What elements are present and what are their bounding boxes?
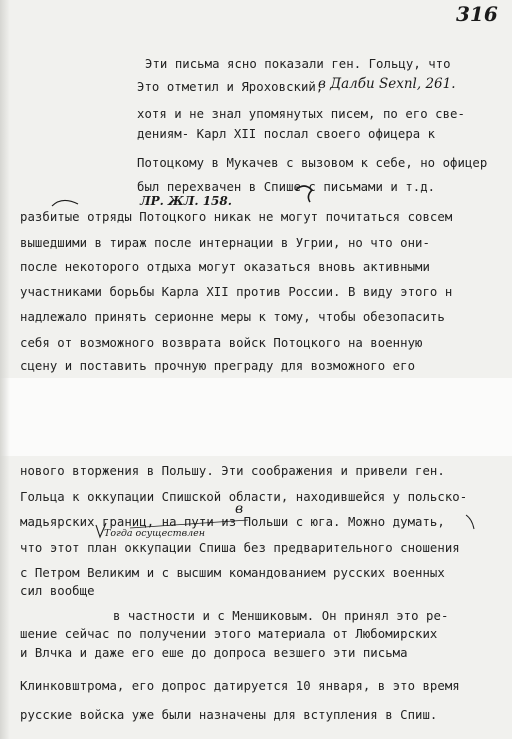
text-line-16: мадьярских границ, на пути из Польши с юга. Можно думать, (20, 515, 445, 529)
text-line-15: Гольца к оккупации Спишской области, находившейся у польско- (20, 490, 468, 504)
text-line-23: Клинковштрома, его допрос датируется 10 января, в это время (20, 679, 460, 693)
text-line-5: Потоцкому в Мукачев с вызовом к себе, но офицер (137, 156, 488, 170)
text-line-17: что этот план оккупации Спиша без предварительного сношения (20, 541, 460, 555)
text-line-18: с Петром Великим и с высшим командованием русских военных (20, 566, 445, 580)
handwritten-sheet-reference: ЛР. ЖЛ. 158. (140, 194, 232, 208)
text-line-11: надлежало принять серионне меры к тому, чтобы обезопасить (20, 310, 445, 324)
text-line-3: хотя и не знал упомянутых писем, по его све- (137, 107, 465, 121)
text-line-22: и Влчка и даже его еше до допроса везшего эти письма (20, 646, 408, 660)
text-line-13: сцену и поставить прочную преграду для возможного его (20, 359, 416, 373)
handwritten-reference: в Далби Sexnl, 261. (318, 76, 456, 92)
text-line-10: участниками борьбы Карла XII против России. В виду этого н (20, 285, 453, 299)
comma-stroke (466, 515, 474, 529)
insertion-caret (96, 523, 106, 537)
text-line-21: шение сейчас по получении этого материала от Любомирских (20, 627, 438, 641)
text-line-19: сил вообще (20, 584, 95, 598)
text-line-14: нового вторжения в Польшу. Эти соображения и привели ген. (20, 464, 445, 478)
text-line-20: в частности и с Меншиковым. Он принял это ре- (113, 609, 449, 623)
page-number: 316 (456, 2, 498, 26)
text-line-2: Это отметил и Яроховский, (137, 80, 324, 94)
pen-stroke-line-7 (52, 200, 78, 206)
text-line-6: был перехвачен в Спише с письмами и т.д. (137, 180, 436, 194)
handwritten-insertion: Тогда осуществлен (104, 528, 206, 539)
text-line-8: вышедшими в тираж после интернации в Угрии, но что они- (20, 236, 430, 250)
text-line-9: после некоторого отдыха могут оказаться вновь активными (20, 260, 430, 274)
insertion-guide (130, 520, 248, 528)
text-line-12: себя от возможного возврата войск Потоцкого на военную (20, 336, 423, 350)
text-line-1: Эти письма ясно показали ген. Гольцу, что (145, 57, 451, 71)
handwritten-correction-mark: в (235, 501, 244, 517)
text-line-7: разбитые отряды Потоцкого никак не могут почитаться совсем (20, 210, 453, 224)
text-line-24: русские войска уже были назначены для вступления в Спиш. (20, 708, 438, 722)
pen-scribble (296, 186, 312, 202)
text-line-4: дениям- Карл XII послал своего офицера к (137, 127, 436, 141)
